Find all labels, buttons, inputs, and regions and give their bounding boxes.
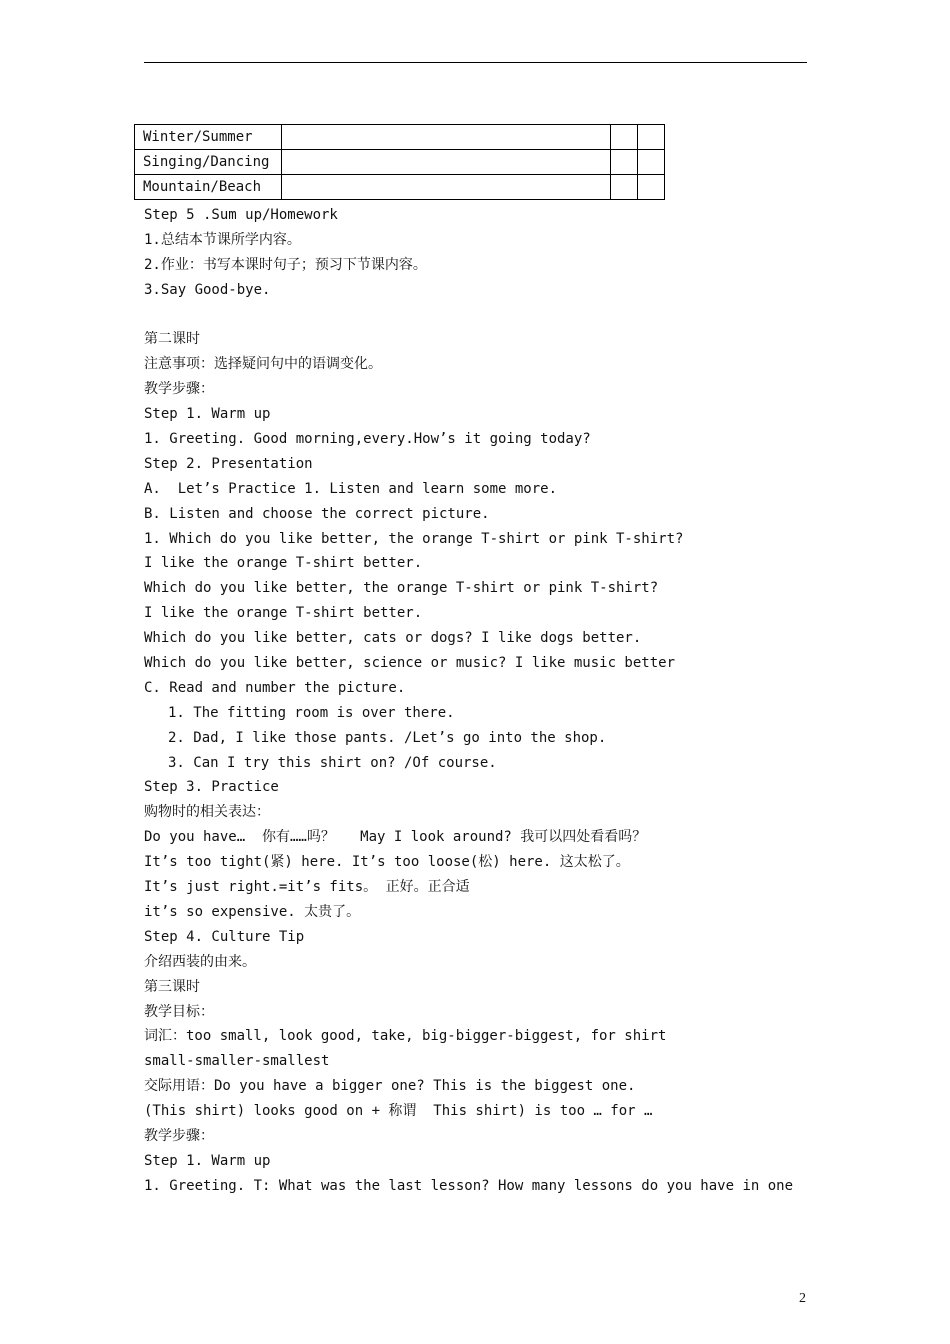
text-line: 教学步骤： (144, 381, 214, 398)
text-line: 1. Greeting. Good morning,every.How’s it going today? (144, 431, 591, 448)
text-line: Step 1. Warm up (144, 406, 271, 423)
table-cell-label: Mountain/Beach (135, 175, 282, 200)
table-cell (282, 175, 611, 200)
list-item: 1. The fitting room is over there. (168, 704, 455, 721)
text-line: Which do you like better, cats or dogs? I like dogs better. (144, 630, 642, 647)
table-cell (282, 150, 611, 175)
text-line: Step 3. Practice (144, 779, 279, 796)
text-line: 介绍西装的由来。 (144, 953, 256, 970)
blank-line (144, 303, 814, 328)
text-line: Which do you like better, science or music? I like music better (144, 655, 676, 672)
text-line: 1.总结本节课所学内容。 (144, 231, 301, 248)
table-cell (611, 125, 638, 150)
text-line: Step 1. Warm up (144, 1152, 271, 1169)
text-line: A. Let’s Practice 1. Listen and learn some more. (144, 480, 558, 497)
text-line: Do you have… 你有……吗？ May I look around? 我可以四处看看吗？ (144, 829, 647, 846)
text-line: C. Read and number the picture. (144, 679, 406, 696)
table-cell (638, 125, 665, 150)
table-cell (282, 125, 611, 150)
table-row (135, 125, 665, 150)
text-line: 教学步骤： (144, 1127, 214, 1144)
text-line: It’s just right.=it’s fits。 正好。正合适 (144, 879, 470, 896)
table-cell (611, 150, 638, 175)
text-line: B. Listen and choose the correct picture. (144, 505, 490, 522)
text-line: 教学目标： (144, 1003, 214, 1020)
document-body (144, 203, 814, 1199)
table-cell (638, 175, 665, 200)
list-item: 2. Dad, I like those pants. /Let’s go into the shop. (168, 729, 607, 746)
text-line: 1. Which do you like better, the orange T-shirt or pink T-shirt? (144, 530, 684, 547)
section-heading: 第二课时 (144, 331, 200, 348)
table-cell (611, 175, 638, 200)
table-cell-label: Singing/Dancing (135, 150, 282, 175)
header-rule (144, 62, 807, 63)
section-heading: 第三课时 (144, 978, 200, 995)
text-line: It’s too tight(紧) here. It’s too loose(松) here. 这太松了。 (144, 854, 630, 871)
text-line: (This shirt) looks good on + 称谓 This shirt) is too … for … (144, 1103, 653, 1120)
text-line: 交际用语：Do you have a bigger one? This is the biggest one. (144, 1078, 636, 1095)
text-line: 购物时的相关表达： (144, 804, 270, 821)
text-line: 1. Greeting. T: What was the last lesson? How many lessons do you have in one (144, 1177, 794, 1194)
text-line: Step 2. Presentation (144, 455, 313, 472)
table-cell (638, 150, 665, 175)
text-line: small-smaller-smallest (144, 1053, 330, 1070)
text-line: Which do you like better, the orange T-shirt or pink T-shirt? (144, 580, 659, 597)
list-item: 3. Can I try this shirt on? /Of course. (168, 754, 497, 771)
preference-table (134, 124, 665, 200)
text-line: Step 5 .Sum up/Homework (144, 207, 338, 223)
text-line: it’s so expensive. 太贵了。 (144, 903, 361, 920)
table-row (135, 150, 665, 175)
text-line: I like the orange T-shirt better. (144, 555, 423, 572)
text-line: I like the orange T-shirt better. (144, 605, 423, 622)
page-number: 2 (799, 1291, 806, 1306)
table-cell-label: Winter/Summer (135, 125, 282, 150)
text-line: Step 4. Culture Tip (144, 928, 305, 945)
text-line: 3.Say Good-bye. (144, 281, 271, 298)
text-line: 注意事项：选择疑问句中的语调变化。 (144, 356, 382, 373)
text-line: 2.作业：书写本课时句子；预习下节课内容。 (144, 256, 427, 273)
text-line: 词汇：too small, look good, take, big-bigger-biggest, for shirt (144, 1028, 667, 1045)
table-row (135, 175, 665, 200)
